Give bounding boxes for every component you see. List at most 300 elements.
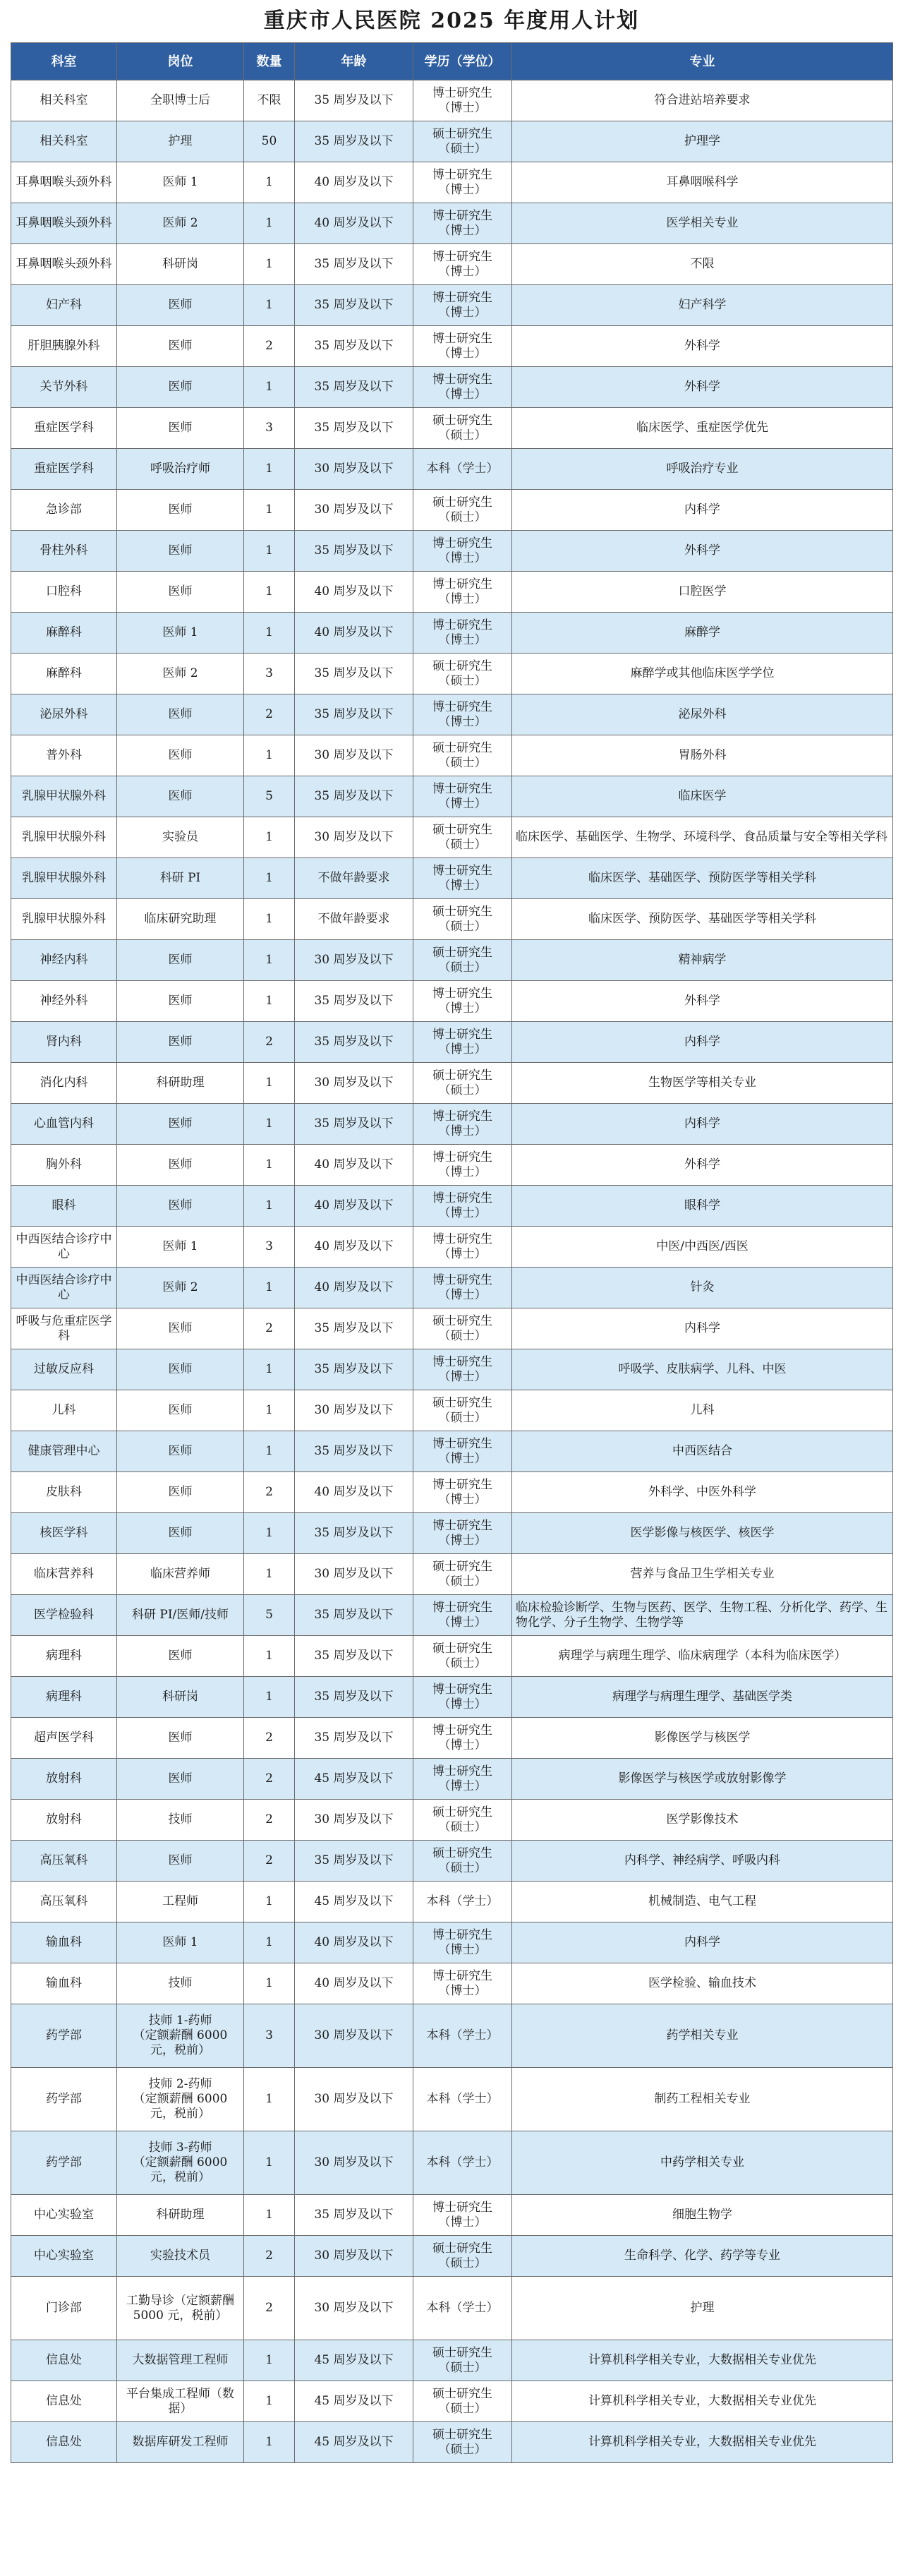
cell-age: 35 周岁及以下 [295,367,413,408]
cell-position: 平台集成工程师（数据） [117,2381,244,2422]
cell-position: 科研岗 [117,1677,244,1718]
cell-department: 消化内科 [11,1063,117,1104]
cell-position: 医师 [117,1186,244,1227]
cell-major: 临床医学 [512,776,893,817]
cell-age: 35 周岁及以下 [295,1349,413,1390]
cell-age: 35 周岁及以下 [295,776,413,817]
cell-department: 中西医结合诊疗中心 [11,1227,117,1268]
cell-age: 35 周岁及以下 [295,1104,413,1145]
table-row [11,449,893,490]
cell-major: 机械制造、电气工程 [512,1882,893,1922]
cell-department: 呼吸与危重症医学科 [11,1308,117,1349]
cell-quantity: 1 [244,2068,295,2131]
cell-position: 医师 [117,572,244,613]
cell-department: 乳腺甲状腺外科 [11,858,117,899]
cell-position: 医师 [117,1104,244,1145]
cell-department: 医学检验科 [11,1595,117,1636]
cell-department: 耳鼻咽喉头颈外科 [11,203,117,244]
cell-education: 博士研究生 （博士） [413,776,512,817]
cell-education: 博士研究生 （博士） [413,1718,512,1759]
table-row [11,1022,893,1063]
cell-quantity: 1 [244,1186,295,1227]
cell-quantity: 2 [244,2236,295,2277]
cell-position: 医师 [117,490,244,531]
cell-age: 不做年龄要求 [295,858,413,899]
cell-major: 护理 [512,2277,893,2340]
table-row [11,858,893,899]
cell-quantity: 1 [244,2381,295,2422]
cell-department: 信息处 [11,2422,117,2463]
cell-quantity: 3 [244,2004,295,2068]
cell-department: 放射科 [11,1800,117,1841]
cell-age: 35 周岁及以下 [295,2195,413,2236]
cell-age: 40 周岁及以下 [295,1963,413,2004]
page-title: 重庆市人民医院 2025 年度用人计划 [263,8,640,33]
cell-education: 博士研究生 （博士） [413,1022,512,1063]
cell-education: 博士研究生 （博士） [413,694,512,735]
cell-position: 医师 [117,1390,244,1431]
cell-major: 生命科学、化学、药学等专业 [512,2236,893,2277]
cell-major: 胃肠外科 [512,735,893,776]
cell-quantity: 1 [244,940,295,981]
cell-position: 医师 [117,285,244,326]
table-row [11,1800,893,1841]
cell-department: 健康管理中心 [11,1431,117,1472]
cell-major: 病理学与病理生理学、基础医学类 [512,1677,893,1718]
table-row [11,776,893,817]
cell-major: 临床医学、基础医学、生物学、环境科学、食品质量与安全等相关学科 [512,817,893,858]
cell-education: 博士研究生 （博士） [413,531,512,572]
cell-position: 医师 [117,1145,244,1186]
table-row [11,1104,893,1145]
table-row [11,80,893,121]
cell-age: 35 周岁及以下 [295,694,413,735]
cell-department: 普外科 [11,735,117,776]
cell-education: 博士研究生 （博士） [413,1513,512,1554]
cell-major: 内科学 [512,1104,893,1145]
table-row [11,1841,893,1882]
cell-department: 病理科 [11,1677,117,1718]
table-row [11,244,893,285]
header-row [11,43,893,80]
cell-quantity: 3 [244,408,295,449]
cell-position: 实验员 [117,817,244,858]
cell-age: 40 周岁及以下 [295,1145,413,1186]
cell-education: 硕士研究生 （硕士） [413,2340,512,2381]
cell-education: 本科（学士） [413,2068,512,2131]
cell-education: 硕士研究生 （硕士） [413,2422,512,2463]
table-row [11,2131,893,2195]
cell-education: 硕士研究生 （硕士） [413,2381,512,2422]
cell-department: 放射科 [11,1759,117,1800]
cell-major: 内科学 [512,1922,893,1963]
cell-position: 医师 2 [117,1268,244,1308]
cell-education: 博士研究生 （博士） [413,244,512,285]
cell-major: 生物医学等相关专业 [512,1063,893,1104]
table-row [11,1759,893,1800]
table-row [11,1636,893,1677]
cell-major: 临床医学、基础医学、预防医学等相关学科 [512,858,893,899]
cell-major: 制药工程相关专业 [512,2068,893,2131]
cell-quantity: 1 [244,1431,295,1472]
table-row [11,1554,893,1595]
table-row [11,899,893,940]
cell-quantity: 1 [244,1882,295,1922]
table-row [11,2422,893,2463]
cell-quantity: 2 [244,1308,295,1349]
cell-quantity: 1 [244,572,295,613]
cell-position: 医师 [117,981,244,1022]
cell-position: 临床研究助理 [117,899,244,940]
table-row [11,1390,893,1431]
cell-quantity: 2 [244,1800,295,1841]
cell-position: 医师 [117,1472,244,1513]
cell-age: 40 周岁及以下 [295,1186,413,1227]
cell-major: 医学影像技术 [512,1800,893,1841]
table-row [11,981,893,1022]
cell-quantity: 1 [244,1104,295,1145]
cell-major: 外科学、中医外科学 [512,1472,893,1513]
cell-education: 博士研究生 （博士） [413,162,512,203]
header-age: 年龄 [295,43,413,80]
cell-education: 博士研究生 （博士） [413,858,512,899]
cell-age: 45 周岁及以下 [295,1882,413,1922]
cell-major: 营养与食品卫生学相关专业 [512,1554,893,1595]
cell-age: 不做年龄要求 [295,899,413,940]
cell-quantity: 1 [244,858,295,899]
table-row [11,2381,893,2422]
cell-age: 30 周岁及以下 [295,1390,413,1431]
cell-education: 硕士研究生 （硕士） [413,899,512,940]
cell-quantity: 50 [244,121,295,162]
cell-major: 计算机科学相关专业，大数据相关专业优先 [512,2422,893,2463]
cell-age: 40 周岁及以下 [295,203,413,244]
cell-major: 呼吸学、皮肤病学、儿科、中医 [512,1349,893,1390]
cell-quantity: 1 [244,1268,295,1308]
table-row [11,2340,893,2381]
cell-department: 过敏反应科 [11,1349,117,1390]
cell-quantity: 5 [244,776,295,817]
cell-education: 博士研究生 （博士） [413,572,512,613]
cell-age: 35 周岁及以下 [295,531,413,572]
cell-quantity: 1 [244,2340,295,2381]
cell-position: 科研 PI [117,858,244,899]
cell-age: 45 周岁及以下 [295,2422,413,2463]
cell-quantity: 1 [244,244,295,285]
cell-education: 博士研究生 （博士） [413,1759,512,1800]
cell-position: 医师 [117,1759,244,1800]
cell-major: 药学相关专业 [512,2004,893,2068]
cell-major: 呼吸治疗专业 [512,449,893,490]
cell-education: 硕士研究生 （硕士） [413,408,512,449]
cell-major: 泌尿外科 [512,694,893,735]
cell-quantity: 1 [244,2131,295,2195]
cell-age: 35 周岁及以下 [295,408,413,449]
table-row [11,1063,893,1104]
table-row [11,2068,893,2131]
cell-quantity: 1 [244,1390,295,1431]
table-row [11,2004,893,2068]
cell-position: 技师 1-药师 （定额薪酬 6000 元，税前） [117,2004,244,2068]
table-row [11,285,893,326]
cell-major: 妇产科学 [512,285,893,326]
cell-department: 心血管内科 [11,1104,117,1145]
cell-quantity: 2 [244,1841,295,1882]
cell-age: 30 周岁及以下 [295,1554,413,1595]
cell-major: 麻醉学 [512,613,893,654]
cell-quantity: 2 [244,1718,295,1759]
cell-age: 40 周岁及以下 [295,1472,413,1513]
cell-department: 乳腺甲状腺外科 [11,817,117,858]
cell-major: 中药学相关专业 [512,2131,893,2195]
cell-major: 医学检验、输血技术 [512,1963,893,2004]
cell-major: 临床医学、预防医学、基础医学等相关学科 [512,899,893,940]
cell-position: 数据库研发工程师 [117,2422,244,2463]
cell-quantity: 2 [244,1759,295,1800]
cell-department: 核医学科 [11,1513,117,1554]
cell-department: 骨柱外科 [11,531,117,572]
cell-age: 35 周岁及以下 [295,1636,413,1677]
table-row [11,2277,893,2340]
cell-major: 护理学 [512,121,893,162]
cell-department: 输血科 [11,1963,117,2004]
header-department: 科室 [11,43,117,80]
cell-position: 临床营养师 [117,1554,244,1595]
cell-major: 外科学 [512,326,893,367]
cell-education: 硕士研究生 （硕士） [413,1841,512,1882]
cell-position: 技师 2-药师 （定额薪酬 6000 元，税前） [117,2068,244,2131]
cell-major: 中西医结合 [512,1431,893,1472]
cell-position: 护理 [117,121,244,162]
cell-department: 药学部 [11,2068,117,2131]
cell-education: 本科（学士） [413,2131,512,2195]
cell-education: 硕士研究生 （硕士） [413,940,512,981]
table-row [11,121,893,162]
cell-position: 医师 [117,1349,244,1390]
cell-major: 影像医学与核医学 [512,1718,893,1759]
cell-department: 眼科 [11,1186,117,1227]
cell-department: 关节外科 [11,367,117,408]
cell-age: 45 周岁及以下 [295,2381,413,2422]
table-row [11,1595,893,1636]
cell-age: 30 周岁及以下 [295,1800,413,1841]
cell-position: 医师 [117,1718,244,1759]
cell-education: 硕士研究生 （硕士） [413,817,512,858]
cell-department: 重症医学科 [11,449,117,490]
cell-age: 30 周岁及以下 [295,940,413,981]
cell-quantity: 1 [244,1554,295,1595]
cell-education: 博士研究生 （博士） [413,1227,512,1268]
cell-major: 不限 [512,244,893,285]
cell-department: 信息处 [11,2381,117,2422]
cell-department: 乳腺甲状腺外科 [11,899,117,940]
cell-education: 博士研究生 （博士） [413,1431,512,1472]
cell-position: 大数据管理工程师 [117,2340,244,2381]
cell-education: 硕士研究生 （硕士） [413,1636,512,1677]
table-row [11,613,893,654]
table-row [11,1349,893,1390]
cell-quantity: 1 [244,162,295,203]
cell-age: 35 周岁及以下 [295,80,413,121]
cell-quantity: 1 [244,817,295,858]
cell-education: 硕士研究生 （硕士） [413,1800,512,1841]
cell-age: 35 周岁及以下 [295,1431,413,1472]
cell-education: 博士研究生 （博士） [413,1677,512,1718]
cell-quantity: 5 [244,1595,295,1636]
table-row [11,694,893,735]
cell-department: 中心实验室 [11,2195,117,2236]
cell-position: 呼吸治疗师 [117,449,244,490]
cell-age: 30 周岁及以下 [295,2236,413,2277]
cell-position: 医师 [117,367,244,408]
table-row [11,1922,893,1963]
cell-quantity: 1 [244,531,295,572]
cell-major: 外科学 [512,531,893,572]
cell-major: 计算机科学相关专业，大数据相关专业优先 [512,2381,893,2422]
cell-position: 工程师 [117,1882,244,1922]
table-row [11,408,893,449]
cell-education: 硕士研究生 （硕士） [413,1554,512,1595]
cell-major: 外科学 [512,981,893,1022]
cell-position: 医师 2 [117,203,244,244]
cell-department: 泌尿外科 [11,694,117,735]
cell-position: 医师 [117,531,244,572]
cell-quantity: 3 [244,654,295,694]
cell-major: 细胞生物学 [512,2195,893,2236]
cell-position: 医师 2 [117,654,244,694]
cell-age: 35 周岁及以下 [295,326,413,367]
cell-education: 硕士研究生 （硕士） [413,735,512,776]
cell-major: 外科学 [512,1145,893,1186]
cell-major: 耳鼻咽喉科学 [512,162,893,203]
cell-age: 30 周岁及以下 [295,449,413,490]
cell-quantity: 1 [244,1636,295,1677]
cell-age: 40 周岁及以下 [295,572,413,613]
cell-department: 神经内科 [11,940,117,981]
cell-department: 口腔科 [11,572,117,613]
cell-quantity: 1 [244,1513,295,1554]
cell-position: 全职博士后 [117,80,244,121]
cell-education: 硕士研究生 （硕士） [413,1063,512,1104]
table-row [11,654,893,694]
table-row [11,367,893,408]
cell-position: 工勤导诊（定额薪酬 5000 元，税前） [117,2277,244,2340]
cell-education: 博士研究生 （博士） [413,203,512,244]
cell-education: 博士研究生 （博士） [413,1186,512,1227]
cell-quantity: 1 [244,981,295,1022]
cell-age: 35 周岁及以下 [295,121,413,162]
cell-position: 医师 [117,408,244,449]
cell-department: 急诊部 [11,490,117,531]
cell-age: 45 周岁及以下 [295,2340,413,2381]
cell-position: 实验技术员 [117,2236,244,2277]
cell-age: 45 周岁及以下 [295,1759,413,1800]
cell-quantity: 1 [244,1145,295,1186]
cell-education: 博士研究生 （博士） [413,367,512,408]
cell-quantity: 2 [244,2277,295,2340]
cell-department: 药学部 [11,2131,117,2195]
cell-quantity: 1 [244,1677,295,1718]
cell-education: 硕士研究生 （硕士） [413,490,512,531]
cell-position: 医师 [117,940,244,981]
table-body [11,80,893,2463]
cell-department: 神经外科 [11,981,117,1022]
cell-major: 计算机科学相关专业，大数据相关专业优先 [512,2340,893,2381]
cell-age: 40 周岁及以下 [295,1268,413,1308]
cell-department: 乳腺甲状腺外科 [11,776,117,817]
cell-age: 35 周岁及以下 [295,1513,413,1554]
cell-education: 博士研究生 （博士） [413,981,512,1022]
cell-quantity: 2 [244,326,295,367]
cell-age: 35 周岁及以下 [295,981,413,1022]
cell-major: 临床医学、重症医学优先 [512,408,893,449]
table-row [11,572,893,613]
cell-department: 高压氧科 [11,1841,117,1882]
cell-department: 耳鼻咽喉头颈外科 [11,162,117,203]
table-row [11,2195,893,2236]
cell-age: 30 周岁及以下 [295,2004,413,2068]
cell-age: 40 周岁及以下 [295,613,413,654]
cell-major: 麻醉学或其他临床医学学位 [512,654,893,694]
table-row [11,1718,893,1759]
cell-quantity: 1 [244,367,295,408]
cell-major: 病理学与病理生理学、临床病理学（本科为临床医学） [512,1636,893,1677]
cell-quantity: 1 [244,490,295,531]
table-row [11,817,893,858]
recruitment-table [11,42,893,2463]
cell-quantity: 3 [244,1227,295,1268]
cell-quantity: 1 [244,449,295,490]
table-row [11,940,893,981]
cell-major: 医学影像与核医学、核医学 [512,1513,893,1554]
cell-education: 本科（学士） [413,1882,512,1922]
cell-department: 信息处 [11,2340,117,2381]
cell-education: 硕士研究生 （硕士） [413,1390,512,1431]
cell-education: 博士研究生 （博士） [413,285,512,326]
cell-position: 医师 1 [117,162,244,203]
cell-department: 超声医学科 [11,1718,117,1759]
cell-position: 医师 [117,1308,244,1349]
cell-department: 中心实验室 [11,2236,117,2277]
cell-department: 肝胆胰腺外科 [11,326,117,367]
cell-education: 博士研究生 （博士） [413,1145,512,1186]
cell-position: 技师 [117,1963,244,2004]
cell-position: 技师 3-药师 （定额薪酬 6000 元，税前） [117,2131,244,2195]
cell-education: 本科（学士） [413,449,512,490]
cell-department: 妇产科 [11,285,117,326]
cell-education: 博士研究生 （博士） [413,1922,512,1963]
cell-education: 硕士研究生 （硕士） [413,1308,512,1349]
cell-major: 符合进站培养要求 [512,80,893,121]
cell-major: 内科学、神经病学、呼吸内科 [512,1841,893,1882]
cell-education: 博士研究生 （博士） [413,1349,512,1390]
cell-age: 35 周岁及以下 [295,1595,413,1636]
table-row [11,203,893,244]
cell-age: 35 周岁及以下 [295,654,413,694]
header-major: 专业 [512,43,893,80]
cell-department: 胸外科 [11,1145,117,1186]
cell-department: 麻醉科 [11,654,117,694]
cell-major: 口腔医学 [512,572,893,613]
cell-position: 科研 PI/医师/技师 [117,1595,244,1636]
table-row [11,490,893,531]
cell-age: 35 周岁及以下 [295,244,413,285]
table-row [11,1513,893,1554]
cell-position: 科研助理 [117,2195,244,2236]
cell-major: 中医/中西医/西医 [512,1227,893,1268]
cell-education: 博士研究生 （博士） [413,1472,512,1513]
cell-education: 本科（学士） [413,2004,512,2068]
